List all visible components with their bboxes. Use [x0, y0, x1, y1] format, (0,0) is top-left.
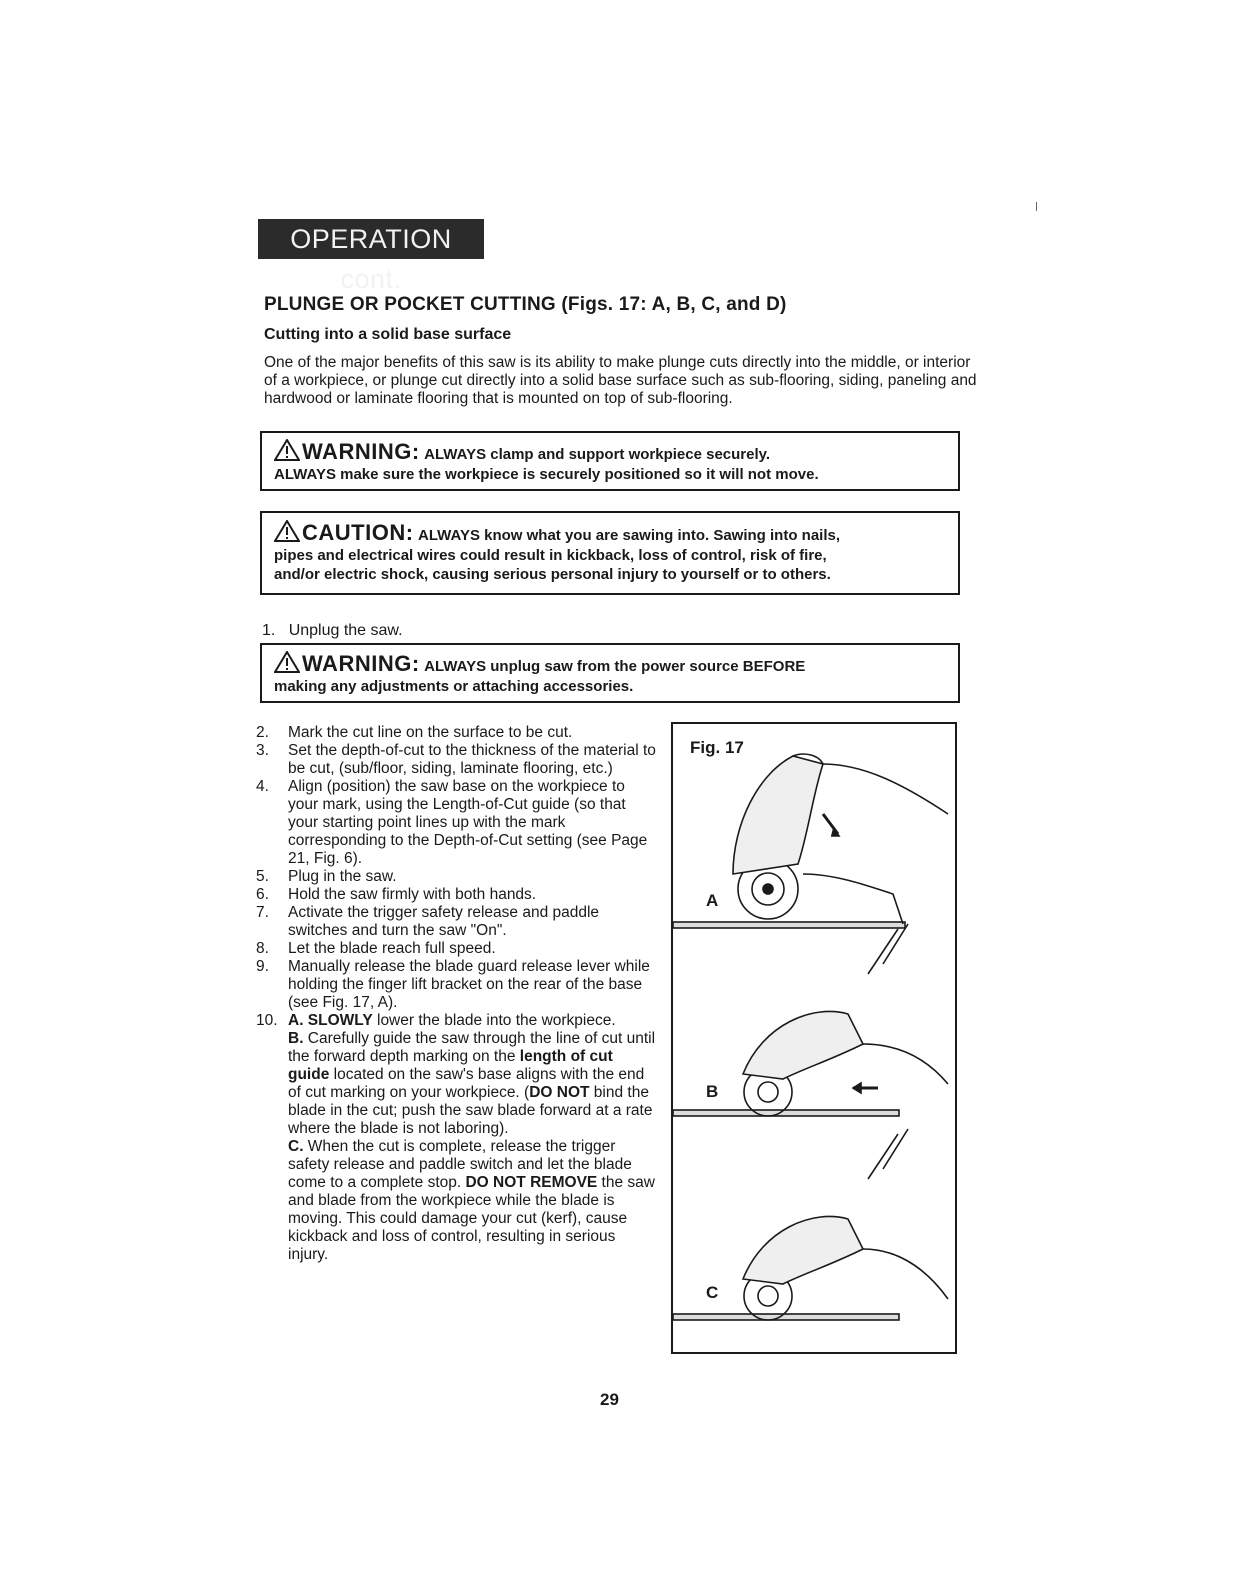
- warning-triangle-icon: [274, 439, 300, 461]
- step10-c-text: When the cut is complete, release the trigger safety release and paddle switch and let the blade come to a complete stop.: [288, 1138, 632, 1191]
- step10-b-bold: length of cut guide: [288, 1048, 613, 1083]
- step-text: Unplug the saw.: [288, 622, 403, 639]
- step-text: Activate the trigger safety release and paddle switches and turn the saw "On".: [288, 904, 600, 939]
- step-text: Plug in the saw.: [288, 868, 397, 885]
- step-number: 9.: [256, 958, 269, 975]
- steps-list: [256, 724, 656, 1264]
- step-text: Let the blade reach full speed.: [288, 940, 496, 957]
- warning-line: making any adjustments or attaching accessories.: [274, 678, 634, 695]
- section-subtitle: Cutting into a solid base surface: [264, 326, 512, 343]
- step-text: [288, 1012, 656, 1264]
- warning-label: WARNING:: [302, 439, 420, 464]
- step10-a-text: lower the blade into the workpiece.: [372, 1012, 616, 1029]
- step-number: 6.: [256, 886, 269, 903]
- step-item: [256, 724, 656, 742]
- step10-c-bold: DO NOT REMOVE: [465, 1174, 598, 1191]
- step-text: Set the depth-of-cut to the thickness of the material to be cut, (sub/floor, siding, laminate flooring, etc.): [288, 742, 656, 777]
- step-item: [256, 958, 656, 1012]
- warning-box-clamp: [260, 431, 960, 491]
- step-number: 1.: [262, 622, 276, 639]
- step10-b-text: Carefully guide the saw through the line of cut until the forward depth marking on the: [288, 1030, 656, 1065]
- step-number: 7.: [256, 904, 269, 921]
- warning-triangle-icon: [274, 651, 300, 673]
- warning-box-unplug: [260, 643, 960, 703]
- step-text: Hold the saw firmly with both hands.: [288, 886, 537, 903]
- warning-line: ALWAYS unplug saw from the power source BEFORE: [424, 658, 806, 675]
- warning-label: WARNING:: [302, 651, 420, 676]
- caution-line: ALWAYS know what you are sawing into. Sawing into nails,: [418, 527, 841, 544]
- caution-line: and/or electric shock, causing serious personal injury to yourself or to others.: [274, 566, 831, 583]
- caution-box: [260, 511, 960, 595]
- step-item: [256, 778, 656, 868]
- step-item: [256, 886, 656, 904]
- warning-line: ALWAYS make sure the workpiece is securely positioned so it will not move.: [274, 466, 819, 483]
- panel-label-b: B: [706, 1082, 719, 1101]
- step-text: Align (position) the saw base on the workpiece to your mark, using the Length-of-Cut guide (so that your starting point lines up with the mark corresponding to the Depth-of-Cut setting (see Page 21, Fig. 6).: [288, 778, 648, 867]
- section-banner: OPERATION cont.: [258, 219, 484, 259]
- step-item: [256, 742, 656, 778]
- step-item: [256, 940, 656, 958]
- step10-a-label: A. SLOWLY: [288, 1012, 373, 1029]
- figure-17-illustration: [673, 724, 955, 1352]
- step10-c-text: the saw and blade from the workpiece while the blade is moving. This could damage your cut (kerf), cause kickback and loss of control, resulting in serious injury.: [288, 1174, 655, 1263]
- step-text: Manually release the blade guard release lever while holding the finger lift bracket on the rear of the base (see Fig. 17, A).: [288, 958, 650, 1011]
- step-number: 8.: [256, 940, 269, 957]
- panel-label-a: A: [706, 891, 719, 910]
- intro-paragraph: One of the major benefits of this saw is its ability to make plunge cuts directly into the middle, or interior of a workpiece, or plunge cut directly into a solid base surface such as sub-flooring, siding, paneling and hardwood or laminate flooring that is mounted on top of sub-flooring.: [264, 354, 977, 407]
- step10-c-label: C.: [288, 1138, 304, 1155]
- figure-title: Fig. 17: [690, 738, 744, 757]
- step-number: 3.: [256, 742, 269, 759]
- caution-triangle-icon: [274, 520, 300, 542]
- step10-b-text: located on the saw's base aligns with the end of cut marking on your workpiece. (: [288, 1066, 645, 1101]
- step10-b-text: bind the blade in the cut; push the saw blade forward at a rate where the blade is not laboring).: [288, 1084, 653, 1137]
- caution-label: CAUTION:: [302, 520, 414, 545]
- caution-line: pipes and electrical wires could result in kickback, loss of control, risk of fire,: [274, 547, 827, 564]
- step-1: [262, 622, 403, 640]
- step-number: 10.: [256, 1012, 278, 1029]
- step-item: [256, 904, 656, 940]
- step10-b-label: B.: [288, 1030, 304, 1047]
- margin-mark: [1036, 202, 1037, 211]
- step-item: [256, 868, 656, 886]
- step-number: 4.: [256, 778, 269, 795]
- panel-label-c: C: [706, 1283, 719, 1302]
- page-number: 29: [600, 1390, 619, 1409]
- step-number: 5.: [256, 868, 269, 885]
- step-text: Mark the cut line on the surface to be cut.: [288, 724, 573, 741]
- step-number: 2.: [256, 724, 269, 741]
- step-item-10: [256, 1012, 656, 1264]
- section-title: PLUNGE OR POCKET CUTTING (Figs. 17: A, B, C, and D): [264, 294, 787, 315]
- step10-b-do-not: DO NOT: [529, 1084, 590, 1101]
- warning-line: ALWAYS clamp and support workpiece securely.: [424, 446, 771, 463]
